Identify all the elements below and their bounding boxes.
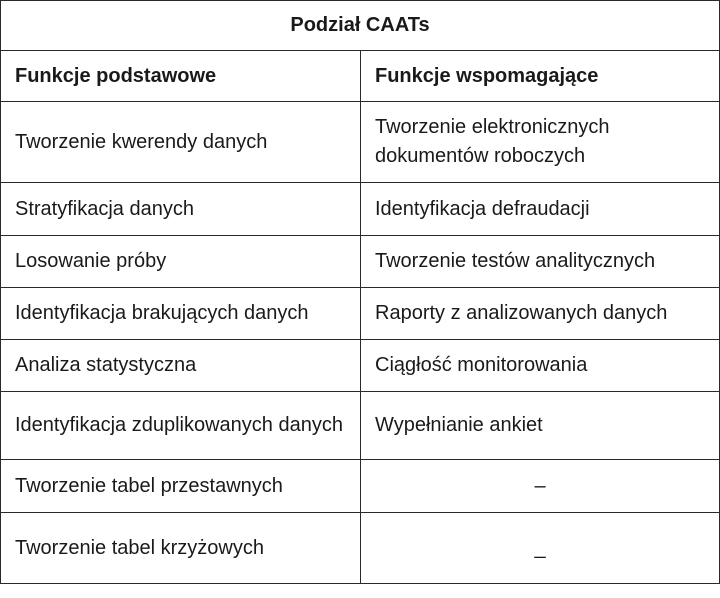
table-row: [1, 460, 720, 513]
supporting-function-cell: Wypełnianie ankiet: [361, 392, 720, 460]
header-supporting-functions: Funkcje wspomagające: [361, 51, 720, 102]
header-basic-functions: Funkcje podstawowe: [1, 51, 361, 102]
basic-function-cell: Identyfikacja brakujących danych: [1, 288, 361, 340]
table-row: [1, 102, 720, 183]
table-header-row: [1, 51, 720, 102]
supporting-function-cell: Tworzenie testów analitycznych: [361, 236, 720, 288]
table-row: [1, 183, 720, 236]
table-title: Podział CAATs: [1, 1, 720, 51]
supporting-function-cell: Identyfikacja defraudacji: [361, 183, 720, 236]
supporting-function-cell: –: [361, 460, 720, 513]
table-row: [1, 513, 720, 584]
table-row: [1, 288, 720, 340]
table-row: [1, 236, 720, 288]
supporting-function-cell: Raporty z analizowanych danych: [361, 288, 720, 340]
basic-function-cell: Tworzenie kwerendy danych: [1, 102, 361, 183]
basic-function-cell: Stratyfikacja danych: [1, 183, 361, 236]
table-title-row: [1, 1, 720, 51]
basic-function-cell: Identyfikacja zduplikowanych danych: [1, 392, 361, 460]
supporting-function-cell: _: [361, 513, 720, 584]
basic-function-cell: Analiza statystyczna: [1, 340, 361, 392]
supporting-function-cell: Ciągłość monitorowania: [361, 340, 720, 392]
basic-function-cell: Tworzenie tabel krzyżowych: [1, 513, 361, 584]
table-row: [1, 392, 720, 460]
supporting-function-cell: Tworzenie elektronicznych dokumentów roboczych: [361, 102, 720, 183]
basic-function-cell: Tworzenie tabel przestawnych: [1, 460, 361, 513]
basic-function-cell: Losowanie próby: [1, 236, 361, 288]
table-row: [1, 340, 720, 392]
